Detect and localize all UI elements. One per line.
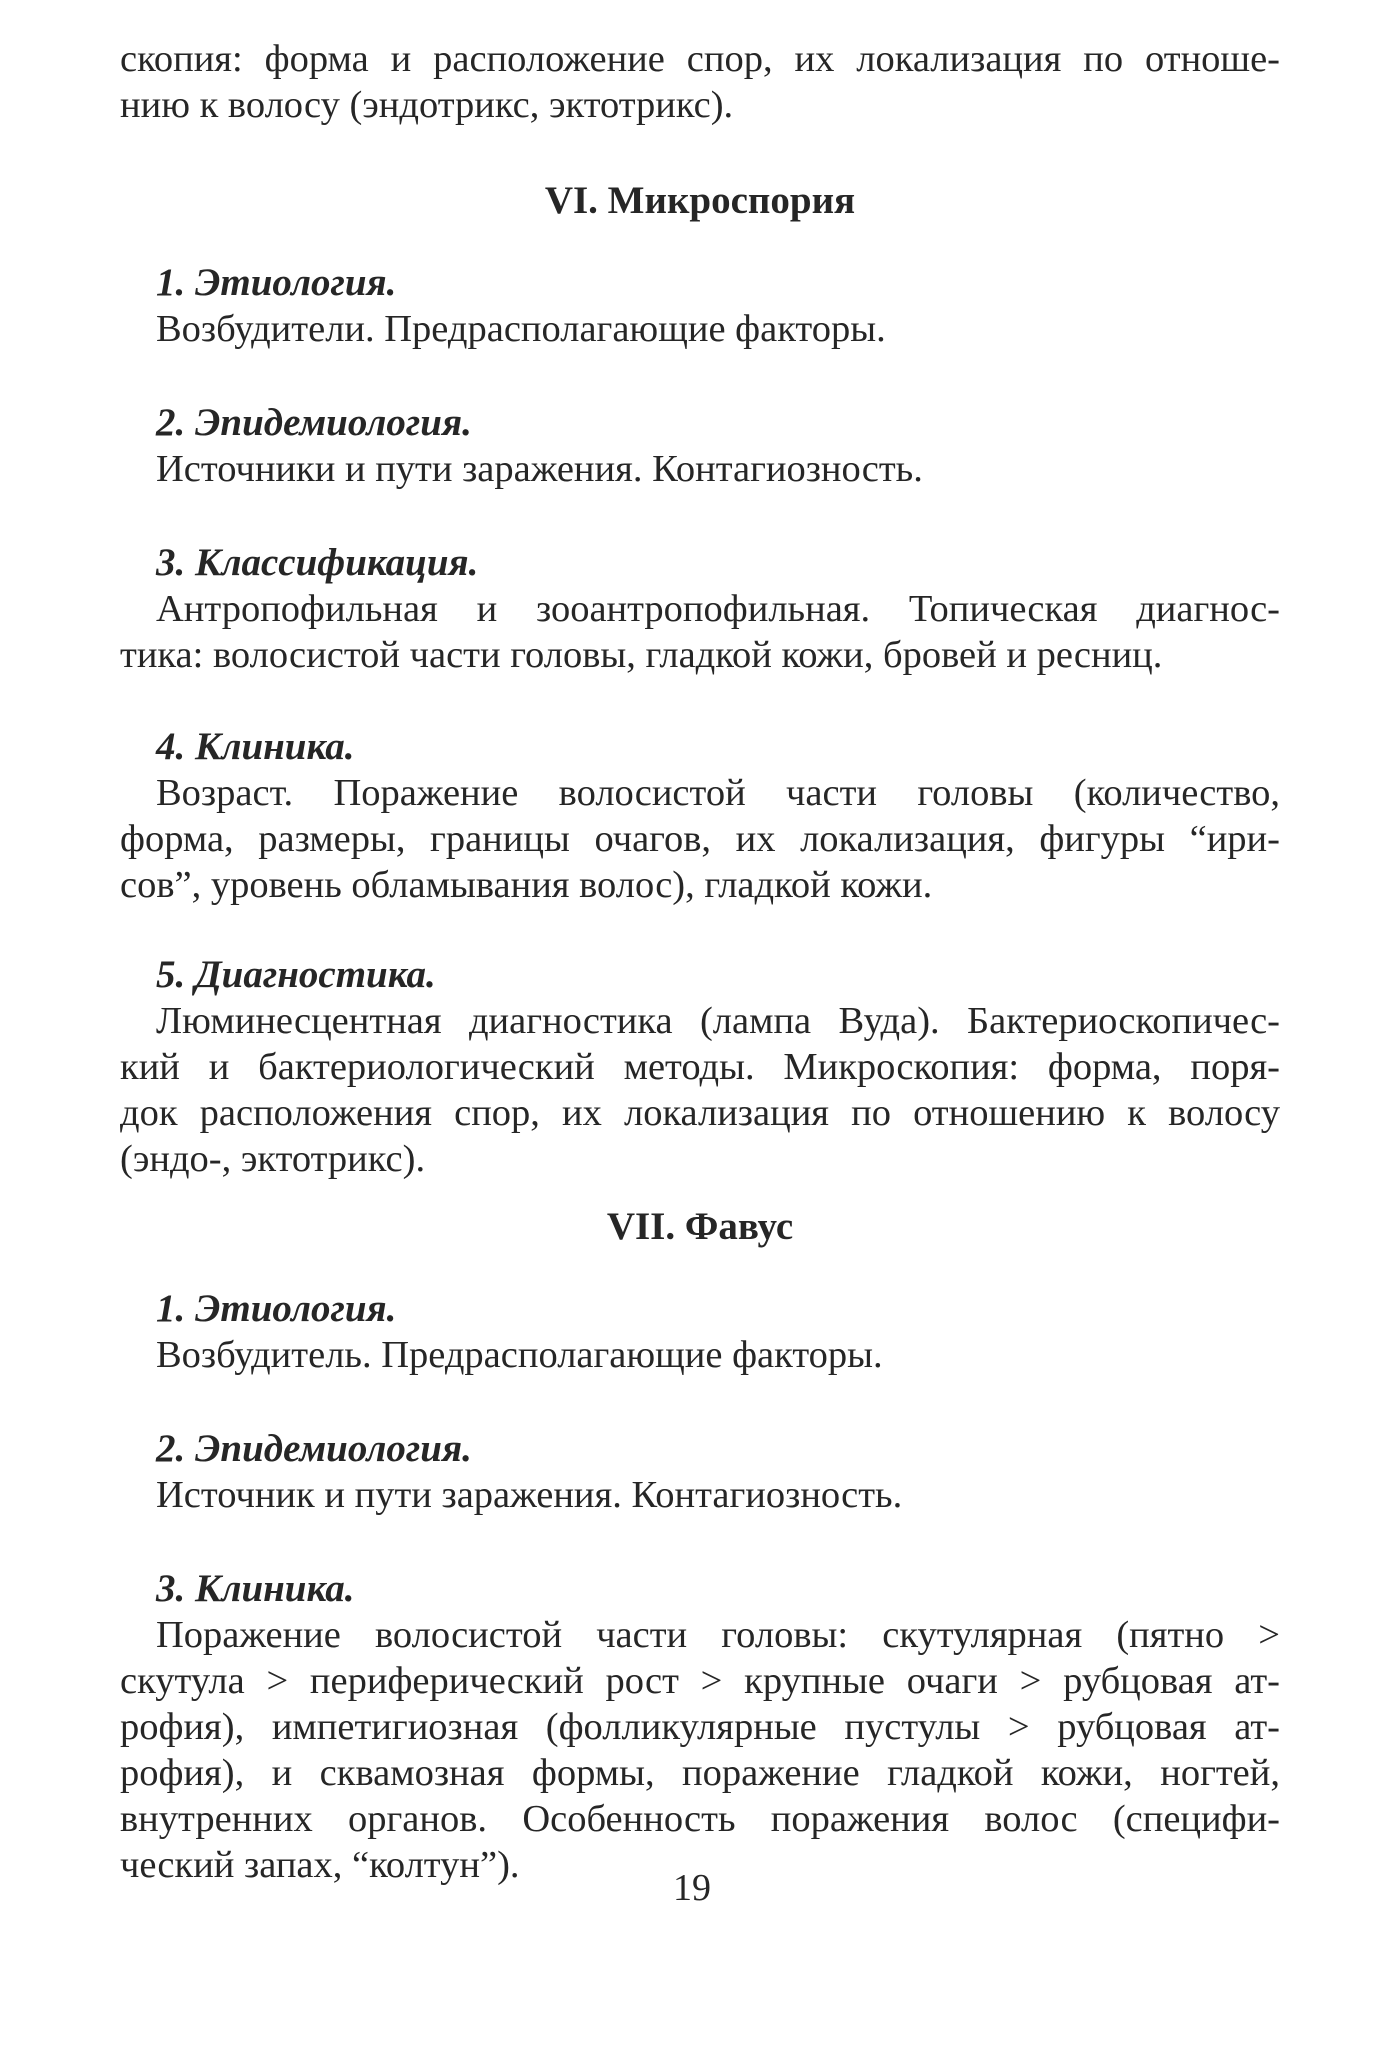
text-line: Источники и пути заражения. Контагиозность. bbox=[156, 448, 923, 490]
text-line: Возраст. Поражение волосистой части головы (количество, bbox=[156, 772, 1280, 814]
section-6-item-1 bbox=[120, 260, 1280, 352]
text-line: док расположения спор, их локализация по отношению к волосу bbox=[120, 1092, 1280, 1134]
text-line: сов”, уровень обламывания волос), гладкой кожи. bbox=[120, 864, 933, 906]
text-line: ческий запах, “колтун”). bbox=[120, 1844, 520, 1886]
text-line: нию к волосу (эндотрикс, эктотрикс). bbox=[120, 84, 734, 126]
section-6-title: VI. Микроспория bbox=[544, 179, 856, 222]
section-7-item-3 bbox=[120, 1566, 1280, 1888]
item-heading: 1. Этиология. bbox=[156, 1287, 397, 1330]
text-line: скутула > периферический рост > крупные очаги > рубцовая ат- bbox=[120, 1660, 1280, 1702]
section-title bbox=[120, 178, 1280, 224]
item-heading: 5. Диагностика. bbox=[156, 953, 436, 996]
section-7-item-1 bbox=[120, 1286, 1280, 1378]
item-heading: 2. Эпидемиология. bbox=[156, 401, 472, 444]
text-line: Антропофильная и зооантропофильная. Топическая диагнос- bbox=[156, 588, 1280, 630]
item-heading: 1. Этиология. bbox=[156, 261, 397, 304]
item-heading: 2. Эпидемиология. bbox=[156, 1427, 472, 1470]
text-line: Возбудитель. Предрасполагающие факторы. bbox=[156, 1334, 883, 1376]
text-line: тика: волосистой части головы, гладкой кожи, бровей и ресниц. bbox=[120, 634, 1163, 676]
text-line: скопия: форма и расположение спор, их локализация по отноше- bbox=[120, 38, 1280, 80]
text-line: Возбудители. Предрасполагающие факторы. bbox=[156, 308, 886, 350]
item-heading: 3. Клиника. bbox=[156, 1567, 355, 1610]
section-7-title: VII. Фавус bbox=[606, 1205, 794, 1248]
text-line: Источник и пути заражения. Контагиозность. bbox=[156, 1474, 903, 1516]
intro-paragraph bbox=[120, 36, 1280, 128]
text-line: форма, размеры, границы очагов, их локализация, фигуры “ири- bbox=[120, 818, 1280, 860]
section-6-item-5 bbox=[120, 952, 1280, 1182]
section-7-item-2 bbox=[120, 1426, 1280, 1518]
section-title bbox=[120, 1204, 1280, 1250]
section-6-item-3 bbox=[120, 540, 1280, 678]
text-line: Люминесцентная диагностика (лампа Вуда). Бактериоскопичес- bbox=[156, 1000, 1280, 1042]
section-6-item-2 bbox=[120, 400, 1280, 492]
text-line: рофия), импетигиозная (фолликулярные пустулы > рубцовая ат- bbox=[120, 1706, 1280, 1748]
text-line: кий и бактериологический методы. Микроскопия: форма, поря- bbox=[120, 1046, 1280, 1088]
text-line: рофия), и сквамозная формы, поражение гладкой кожи, ногтей, bbox=[120, 1752, 1280, 1794]
item-heading: 4. Клиника. bbox=[156, 725, 355, 768]
text-line: Поражение волосистой части головы: скутулярная (пятно > bbox=[156, 1614, 1280, 1656]
page-number: 19 bbox=[673, 1867, 711, 1909]
item-heading: 3. Классификация. bbox=[156, 541, 479, 584]
text-line: внутренних органов. Особенность поражения волос (специфи- bbox=[120, 1798, 1280, 1840]
section-6-item-4 bbox=[120, 724, 1280, 908]
text-line: (эндо-, эктотрикс). bbox=[120, 1138, 426, 1180]
